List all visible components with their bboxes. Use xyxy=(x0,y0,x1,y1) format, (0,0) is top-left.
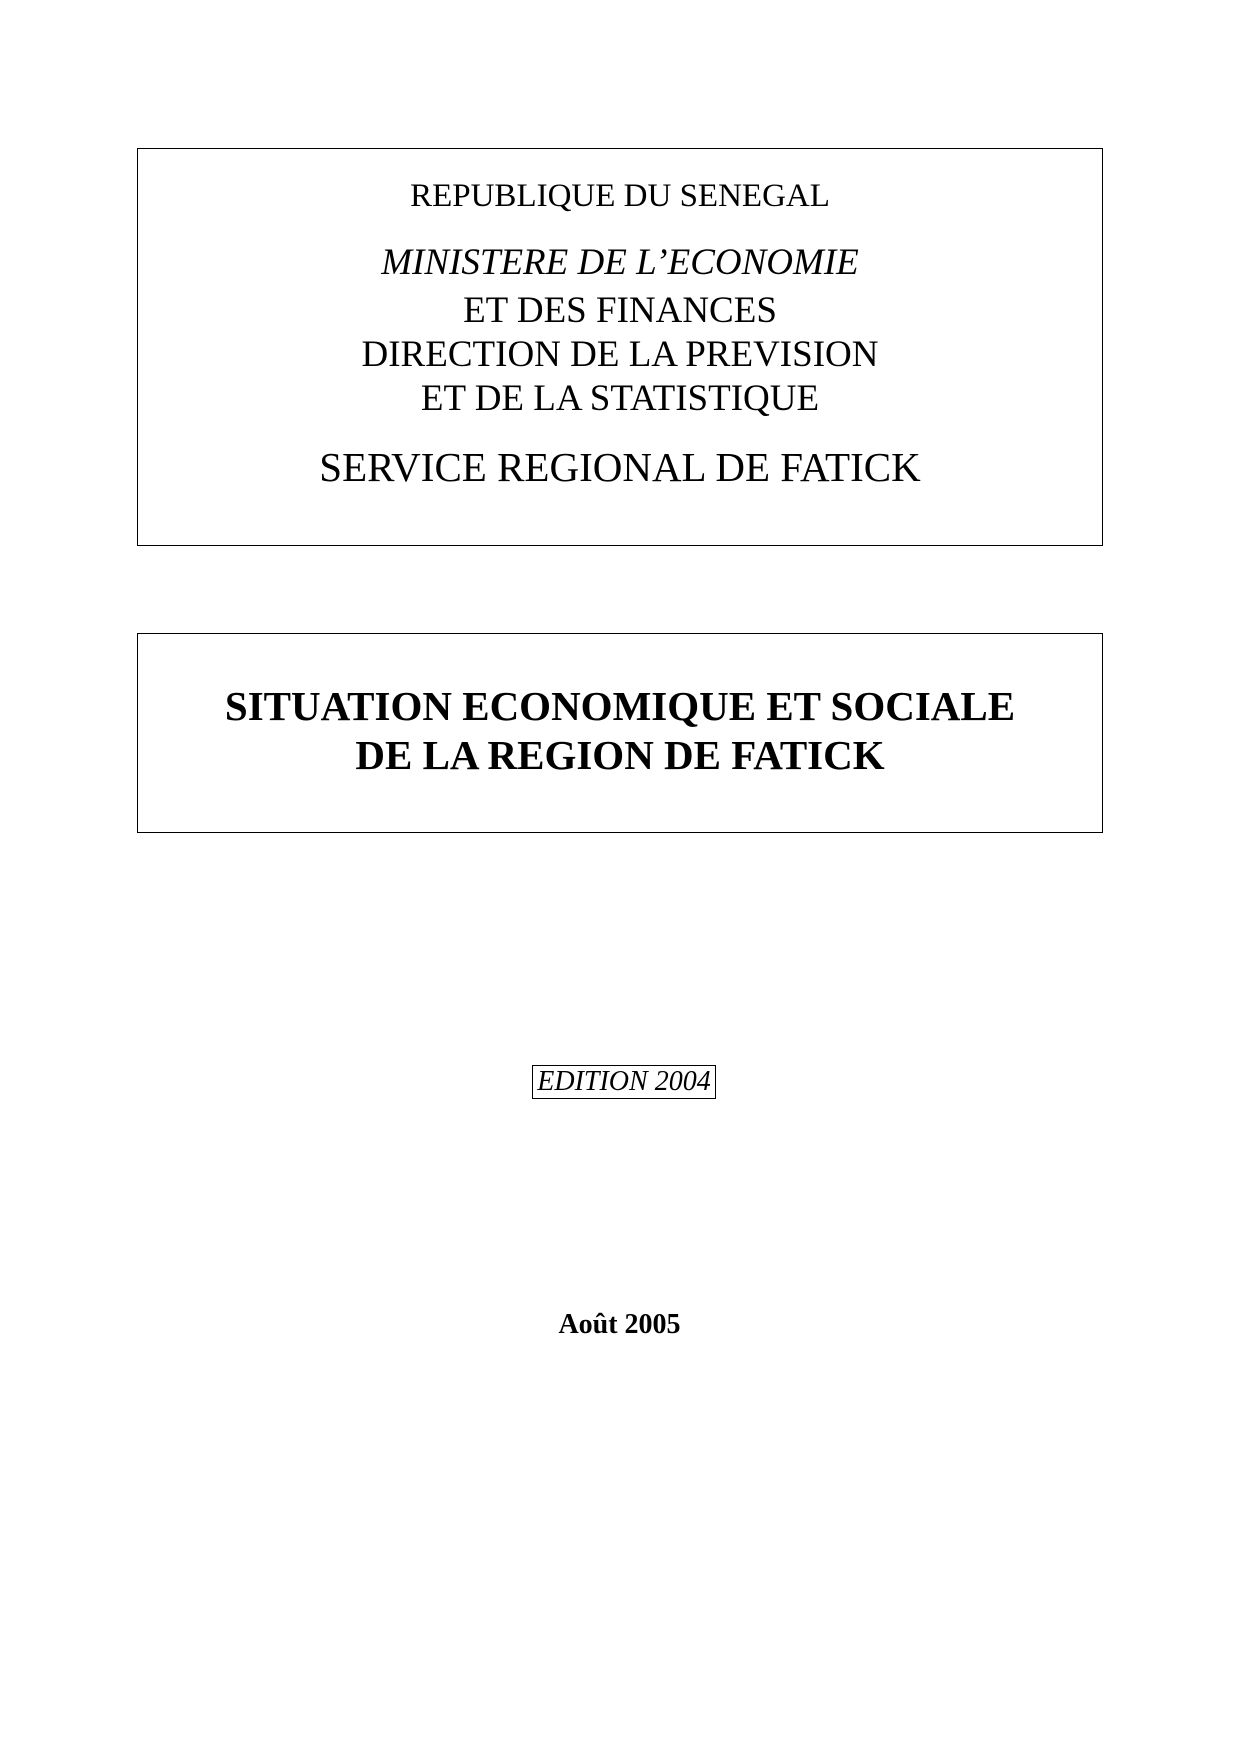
document-title-line-2: DE LA REGION DE FATICK xyxy=(355,732,885,778)
service-name: SERVICE REGIONAL DE FATICK xyxy=(319,444,921,490)
header-box xyxy=(137,148,1103,546)
ministry-name: MINISTERE DE L’ECONOMIE xyxy=(381,242,859,283)
document-title-line-1: SITUATION ECONOMIQUE ET SOCIALE xyxy=(224,683,1016,729)
publication-date: Août 2005 xyxy=(558,1309,681,1340)
republic-name: REPUBLIQUE DU SENEGAL xyxy=(410,178,830,214)
direction-name-continued: ET DE LA STATISTIQUE xyxy=(420,378,820,419)
ministry-name-continued: ET DES FINANCES xyxy=(463,290,777,331)
document-title-box xyxy=(137,633,1103,833)
direction-name: DIRECTION DE LA PREVISION xyxy=(361,334,879,375)
edition-label: EDITION 2004 xyxy=(532,1065,716,1099)
